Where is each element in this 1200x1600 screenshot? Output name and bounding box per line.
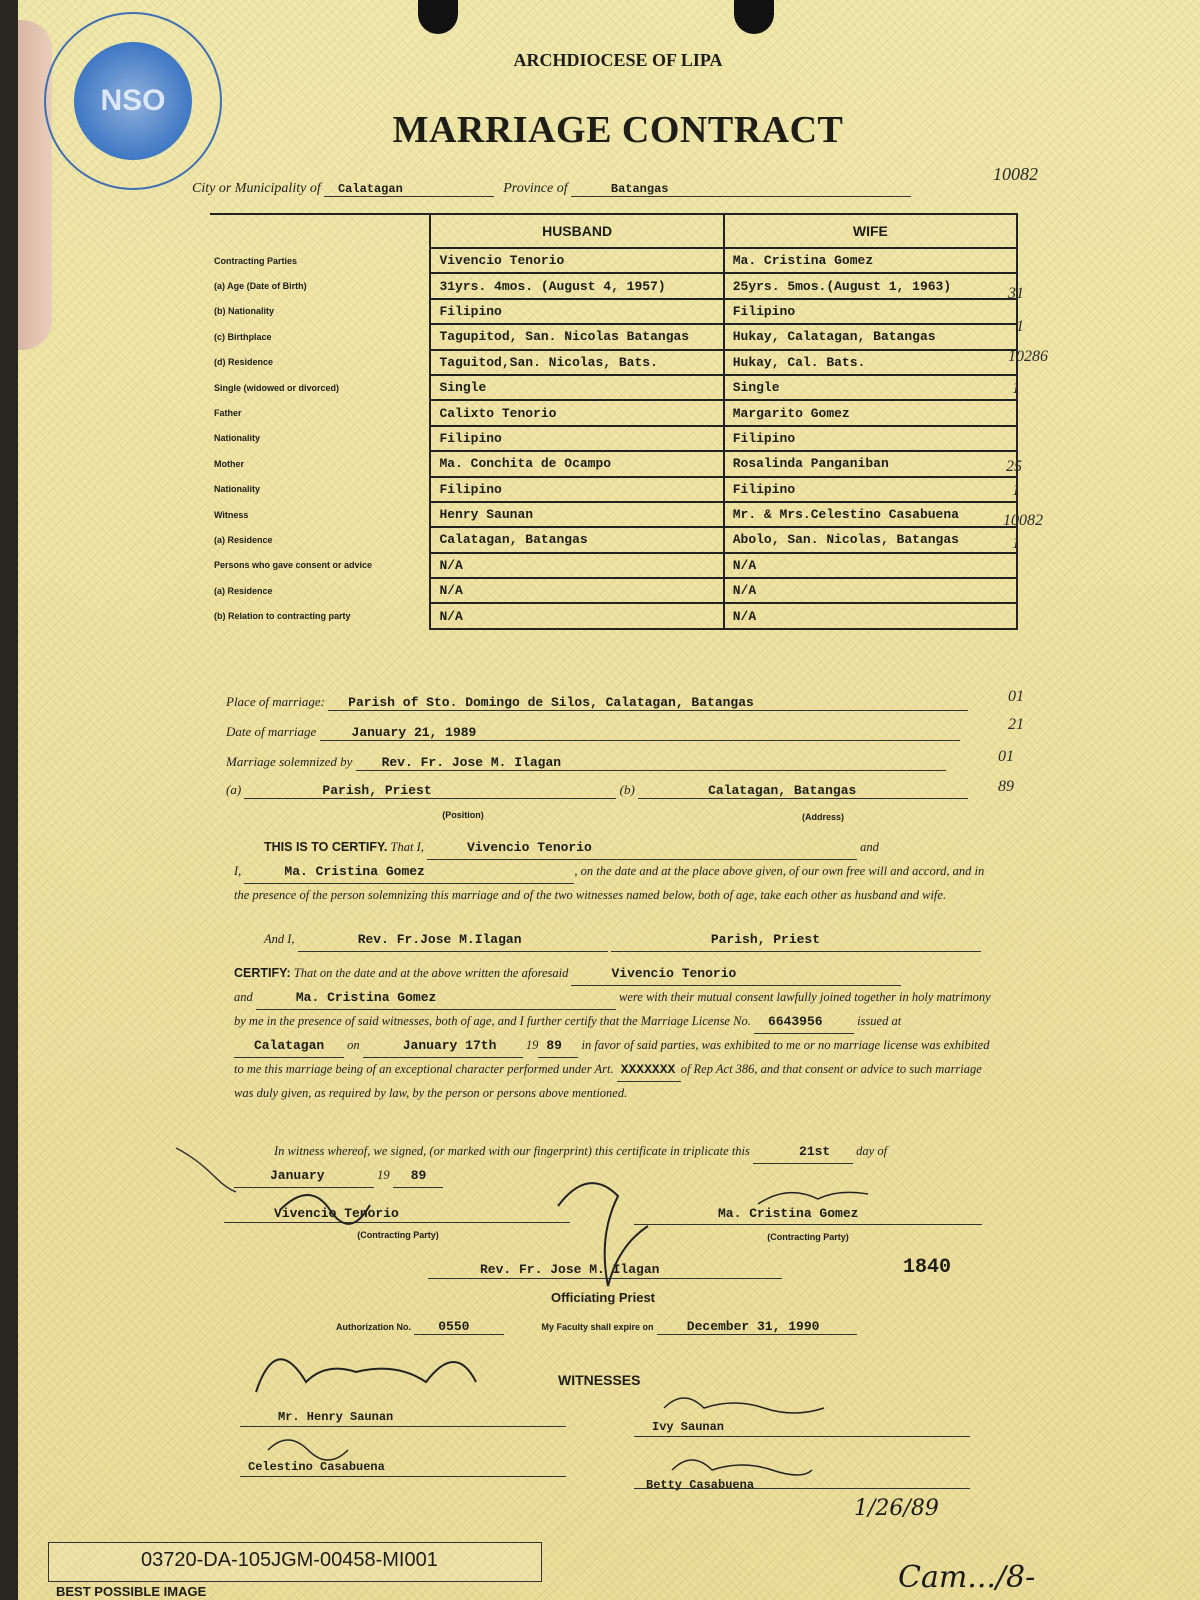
row-label: Persons who gave consent or advice <box>214 560 373 571</box>
date-value: January 21, 1989 <box>320 725 960 741</box>
wife-cell: N/A <box>724 553 1017 578</box>
wife-signature-stroke <box>758 1192 868 1204</box>
witness4-signature-stroke <box>672 1460 812 1475</box>
husband-cell: Filipino <box>430 426 723 451</box>
row-label: (d) Residence <box>214 357 274 368</box>
margin-note: 10082 <box>1003 512 1043 529</box>
husband-cell: Henry Saunan <box>430 502 723 527</box>
husband-cell: Calixto Tenorio <box>430 400 723 425</box>
row-label: (c) Birthplace <box>214 331 272 342</box>
no-label: No. <box>733 1014 751 1028</box>
witnesses-heading: WITNESSES <box>558 1372 641 1388</box>
row-label: Contracting Parties <box>214 255 298 266</box>
husband-cell: Filipino <box>430 477 723 502</box>
husband-cell: Taguitod,San. Nicolas, Bats. <box>430 350 723 375</box>
wife-cell: 25yrs. 5mos.(August 1, 1963) <box>724 273 1017 298</box>
witness3-signature-stroke <box>664 1398 824 1413</box>
province-value: Batangas <box>571 182 911 197</box>
license-number: 6643956 <box>754 1010 854 1034</box>
wife-cell: Mr. & Mrs.Celestino Casabuena <box>724 502 1017 527</box>
row-label: Single (widowed or divorced) <box>214 382 340 393</box>
wife-cell: Single <box>724 375 1017 400</box>
witness2-signature-stroke <box>268 1440 348 1460</box>
margin-note: 25 <box>1006 458 1022 475</box>
row-label: (b) Relation to contracting party <box>214 611 351 622</box>
handwritten-date: 1/26/89 <box>854 1496 939 1521</box>
certify-lead: THIS IS TO CERTIFY. <box>264 840 388 854</box>
row-label: (a) Age (Date of Birth) <box>214 281 307 292</box>
solemnized-label: Marriage solemnized by <box>226 754 353 769</box>
margin-note: 1 <box>1012 535 1020 552</box>
document-title: MARRIAGE CONTRACT <box>392 109 844 151</box>
day-of: day of <box>856 1144 888 1158</box>
husband-cell: Filipino <box>430 299 723 324</box>
day-value: 21st <box>753 1140 853 1164</box>
month-value: January <box>234 1164 374 1188</box>
wife-signature-name: Ma. Cristina Gomez <box>718 1206 859 1221</box>
favor-text: in favor of said parties, was exhibited to me or no marriage license was exhibited to me this marriage being of an exceptional character performed under Art. <box>234 1038 990 1076</box>
contracting-party-caption: (Contracting Party) <box>357 1230 439 1240</box>
and2-text: and <box>234 990 253 1004</box>
certify-wife: Ma. Cristina Gomez <box>244 860 574 884</box>
husband-cell: 31yrs. 4mos. (August 4, 1957) <box>430 273 723 298</box>
date-label: Date of marriage <box>226 724 317 739</box>
witness-text: In witness whereof, we signed, (or marked with our fingerprint) this certificate in triplicate this <box>274 1144 750 1158</box>
husband-signature-stroke <box>280 1195 370 1224</box>
wife-cell: Margarito Gomez <box>724 400 1017 425</box>
register-number: 10082 <box>993 164 1038 184</box>
row-label: Witness <box>214 509 249 520</box>
wife-cell: Hukay, Calatagan, Batangas <box>724 324 1017 349</box>
margin-note: 1 <box>1012 380 1020 397</box>
husband-cell: N/A <box>430 578 723 603</box>
province-label: Province of <box>503 181 568 196</box>
margin-note: 21 <box>1008 716 1024 733</box>
witness1-signature-stroke <box>256 1359 476 1392</box>
officiating-caption: Officiating Priest <box>550 1290 656 1305</box>
faculty-date: December 31, 1990 <box>657 1319 857 1335</box>
wife-cell: Filipino <box>724 299 1017 324</box>
year-prefix: 19 <box>525 1038 539 1052</box>
city-label: City or Municipality of <box>192 181 321 196</box>
wife-cell: Filipino <box>724 426 1017 451</box>
and-i: And I, <box>264 932 295 946</box>
reference-number: 03720-DA-105JGM-00458-MI001 <box>141 1549 438 1571</box>
row-label: Nationality <box>214 433 261 444</box>
row-label: Father <box>214 408 242 419</box>
row-label: Nationality <box>214 484 261 495</box>
witness1-name: Mr. Henry Saunan <box>278 1410 394 1424</box>
signature-strokes <box>18 0 1200 1600</box>
margin-note: 10286 <box>1008 348 1048 365</box>
place-value: Parish of Sto. Domingo de Silos, Calatagan, Batangas <box>328 695 968 711</box>
wife-cell: N/A <box>724 578 1017 603</box>
year-value: 89 <box>393 1164 443 1188</box>
husband-cell: Calatagan, Batangas <box>430 527 723 552</box>
position-value: Parish, Priest <box>244 783 616 799</box>
contracting-party-caption: (Contracting Party) <box>767 1232 849 1242</box>
serial-number: 1840 <box>903 1256 952 1279</box>
husband-cell: Vivencio Tenorio <box>430 248 723 273</box>
wife-cell: Filipino <box>724 477 1017 502</box>
certify-text: That on the date and at the above written the aforesaid <box>293 966 569 980</box>
archdiocese-heading: ARCHDIOCESE OF LIPA <box>513 50 723 70</box>
row-label: (a) Residence <box>214 534 273 545</box>
margin-note: 1 <box>1012 482 1020 499</box>
husband-cell: Ma. Conchita de Ocampo <box>430 451 723 476</box>
issued-at: issued at <box>857 1014 902 1028</box>
witness3-name: Ivy Saunan <box>652 1420 725 1434</box>
that-i: That I, <box>390 840 424 854</box>
certify-label: CERTIFY: <box>234 966 291 980</box>
b-label: (b) <box>619 782 635 797</box>
place-label: Place of marriage: <box>226 694 325 709</box>
certify-husband: Vivencio Tenorio <box>427 836 857 860</box>
faculty-label: My Faculty shall expire on <box>541 1322 654 1332</box>
husband-cell: Single <box>430 375 723 400</box>
seal-center: NSO <box>74 42 192 160</box>
year-19: 19 <box>377 1168 390 1182</box>
husband-cell: N/A <box>430 553 723 578</box>
wife-cell: Ma. Cristina Gomez <box>724 248 1017 273</box>
reference-box <box>48 1542 542 1582</box>
witness2-name: Celestino Casabuena <box>248 1460 385 1474</box>
year-suffix: 89 <box>538 1034 578 1058</box>
joined-text: were with their mutual consent lawfully joined together in holy matrimony by me in the presence of said witnesses, both of age, and I further certify that the Marriage License <box>234 990 991 1028</box>
wife-cell: N/A <box>724 603 1017 628</box>
wife-cell: Hukay, Cal. Bats. <box>724 350 1017 375</box>
margin-note: 01 <box>998 748 1014 765</box>
rep-act-text: of Rep Act 386, and that consent or advice to such marriage was duly given, as required by law, by the person or persons above mentioned. <box>234 1062 982 1100</box>
document-page <box>18 0 1200 1600</box>
authorization-number: 0550 <box>414 1319 504 1335</box>
aforesaid-wife: Ma. Cristina Gomez <box>256 986 616 1010</box>
best-possible-image: BEST POSSIBLE IMAGE <box>56 1584 207 1599</box>
row-label: Mother <box>214 458 244 469</box>
margin-note: 31 <box>1008 285 1024 302</box>
on-text: on <box>347 1038 360 1052</box>
priest-signature-name: Rev. Fr. Jose M. Ilagan <box>480 1262 660 1277</box>
issued-date: January 17th <box>363 1034 523 1058</box>
stray-pen-mark <box>176 1148 236 1192</box>
husband-cell: N/A <box>430 603 723 628</box>
wife-cell: Rosalinda Panganiban <box>724 451 1017 476</box>
row-label: (b) Nationality <box>214 306 274 317</box>
priest-position: Parish, Priest <box>611 928 981 952</box>
position-caption: (Position) <box>442 810 484 820</box>
corner-scrawl: Cam.../8- <box>898 1560 1036 1595</box>
and-text: and <box>860 840 879 854</box>
article-value: XXXXXXX <box>617 1058 681 1082</box>
margin-note: 89 <box>998 778 1014 795</box>
priest-signature-stroke <box>558 1183 648 1286</box>
husband-cell: Tagupitod, San. Nicolas Batangas <box>430 324 723 349</box>
a-label: (a) <box>226 782 242 797</box>
issued-place: Calatagan <box>234 1034 344 1058</box>
husband-header: HUSBAND <box>430 214 723 248</box>
witness4-name: Betty Casabuena <box>646 1478 755 1492</box>
margin-note: 1 <box>1016 318 1024 335</box>
i-text: I, <box>234 864 242 878</box>
address-caption: (Address) <box>801 812 844 822</box>
row-label: (a) Residence <box>214 585 273 596</box>
city-value: Calatagan <box>324 182 494 197</box>
wife-header: WIFE <box>724 214 1017 248</box>
margin-note: 01 <box>1008 688 1024 705</box>
wife-cell: Abolo, San. Nicolas, Batangas <box>724 527 1017 552</box>
authorization-label: Authorization No. <box>336 1322 411 1332</box>
solemnized-value: Rev. Fr. Jose M. Ilagan <box>356 755 946 771</box>
vow-text: , on the date and at the place above given, of our own free will and accord, and in the presence of the person solemnizing this marriage and of the two witnesses named below, both of age, take each other as husband and wife. <box>234 864 985 902</box>
husband-signature-name: Vivencio Tenorio <box>274 1206 399 1221</box>
address-value: Calatagan, Batangas <box>638 783 968 799</box>
priest-name: Rev. Fr.Jose M.Ilagan <box>298 928 608 952</box>
aforesaid-husband: Vivencio Tenorio <box>571 962 901 986</box>
